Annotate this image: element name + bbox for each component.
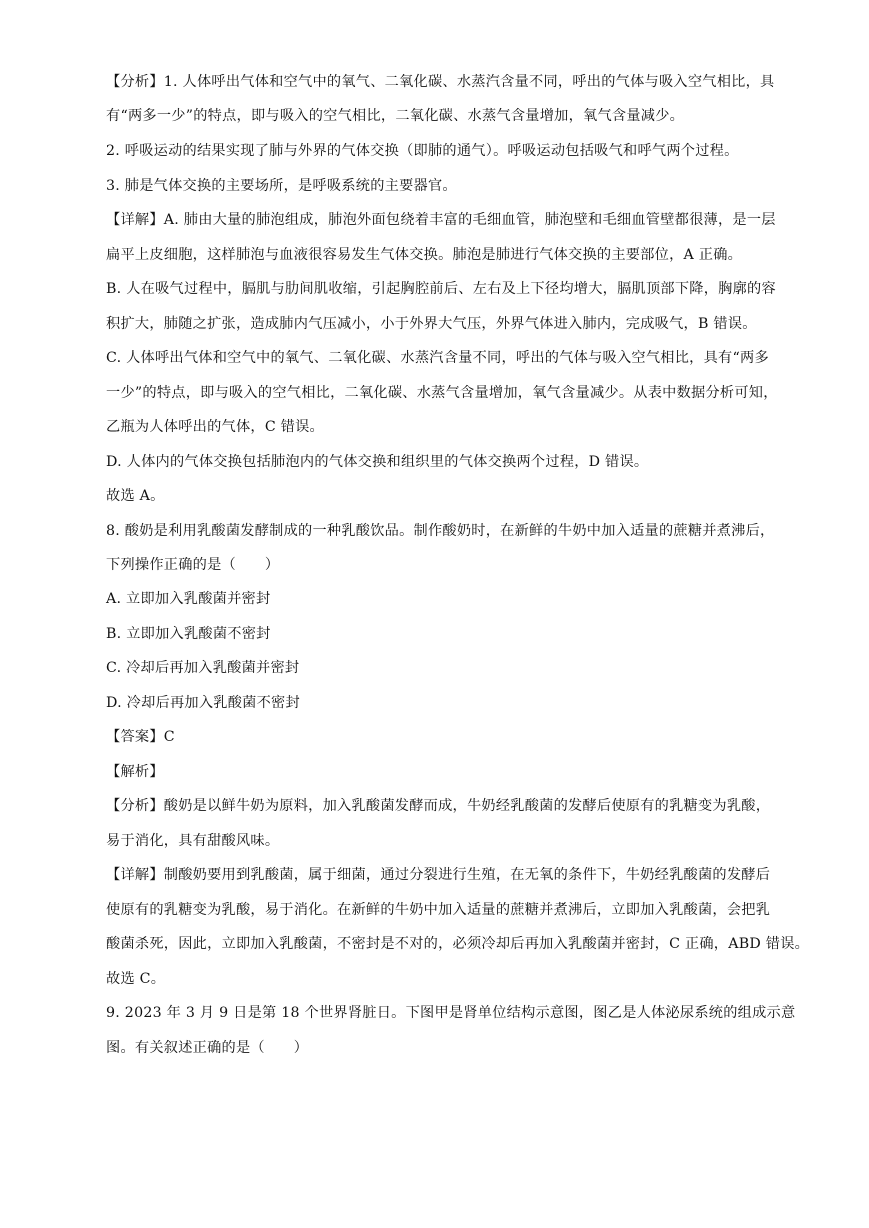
question-9-stem: 9. 2023 年 3 月 9 日是第 18 个世界肾脏日。下图甲是肾单位结构示意图，图乙是人体泌尿系统的组成示意 <box>106 1005 796 1021</box>
text-line: 故选 A。 <box>106 488 165 504</box>
text-line: 扁平上皮细胞，这样肺泡与血液很容易发生气体交换。肺泡是肺进行气体交换的主要部位，A 正确。 <box>106 247 743 263</box>
answer-line: 【答案】C <box>106 729 175 745</box>
text-line: 2. 呼吸运动的结果实现了肺与外界的气体交换（即肺的通气）。呼吸运动包括吸气和呼气两个过程。 <box>106 143 739 159</box>
text-line: C. 人体呼出气体和空气中的氧气、二氧化碳、水蒸汽含量不同，呼出的气体与吸入空气相比，具有“两多 <box>106 350 769 366</box>
text-line: 3. 肺是气体交换的主要场所，是呼吸系统的主要器官。 <box>106 178 457 194</box>
option-b: B. 立即加入乳酸菌不密封 <box>106 626 271 642</box>
text-line: B. 人在吸气过程中，膈肌与肋间肌收缩，引起胸腔前后、左右及上下径均增大，膈肌顶部下降，胸廓的容 <box>106 281 776 297</box>
text-line: 【详解】制酸奶要用到乳酸菌，属于细菌，通过分裂进行生殖，在无氧的条件下，牛奶经乳酸菌的发酵后 <box>106 867 771 883</box>
option-a: A. 立即加入乳酸菌并密封 <box>106 591 271 607</box>
text-line: 使原有的乳糖变为乳酸，易于消化。在新鲜的牛奶中加入适量的蔗糖并煮沸后，立即加入乳酸菌，会把乳 <box>106 902 771 918</box>
text-line: 积扩大，肺随之扩张，造成肺内气压减小，小于外界大气压，外界气体进入肺内，完成吸气，B 错误。 <box>106 316 757 332</box>
text-line: 【分析】1. 人体呼出气体和空气中的氧气、二氧化碳、水蒸汽含量不同，呼出的气体与吸入空气相比，具 <box>106 74 775 90</box>
text-line: 【分析】酸奶是以鲜牛奶为原料，加入乳酸菌发酵而成，牛奶经乳酸菌的发酵后使原有的乳糖变为乳酸， <box>106 798 771 814</box>
option-d: D. 冷却后再加入乳酸菌不密封 <box>106 695 300 711</box>
analysis-heading: 【解析】 <box>106 764 164 780</box>
text-line: 酸菌杀死，因此，立即加入乳酸菌，不密封是不对的，必须冷却后再加入乳酸菌并密封，C 正确，ABD 错误。 <box>106 936 810 952</box>
text-line: 一少”的特点，即与吸入的空气相比，二氧化碳、水蒸气含量增加，氧气含量减少。从表中数据分析可知， <box>106 385 778 401</box>
text-line: 乙瓶为人体呼出的气体，C 错误。 <box>106 419 324 435</box>
text-line: 易于消化，具有甜酸风味。 <box>106 833 280 849</box>
option-c: C. 冷却后再加入乳酸菌并密封 <box>106 660 300 676</box>
text-line: 故选 C。 <box>106 971 166 987</box>
text-line: 有“两多一少”的特点，即与吸入的空气相比，二氧化碳、水蒸气含量增加，氧气含量减少。 <box>106 108 685 124</box>
text-line: D. 人体内的气体交换包括肺泡内的气体交换和组织里的气体交换两个过程，D 错误。 <box>106 454 649 470</box>
question-9-stem: 图。有关叙述正确的是（ ） <box>106 1040 309 1056</box>
text-line: 【详解】A. 肺由大量的肺泡组成，肺泡外面包绕着丰富的毛细血管，肺泡壁和毛细血管壁都很薄，是一层 <box>106 212 776 228</box>
question-8-stem: 8. 酸奶是利用乳酸菌发酵制成的一种乳酸饮品。制作酸奶时，在新鲜的牛奶中加入适量的蔗糖并煮沸后， <box>106 523 775 539</box>
question-8-stem: 下列操作正确的是（ ） <box>106 557 280 573</box>
